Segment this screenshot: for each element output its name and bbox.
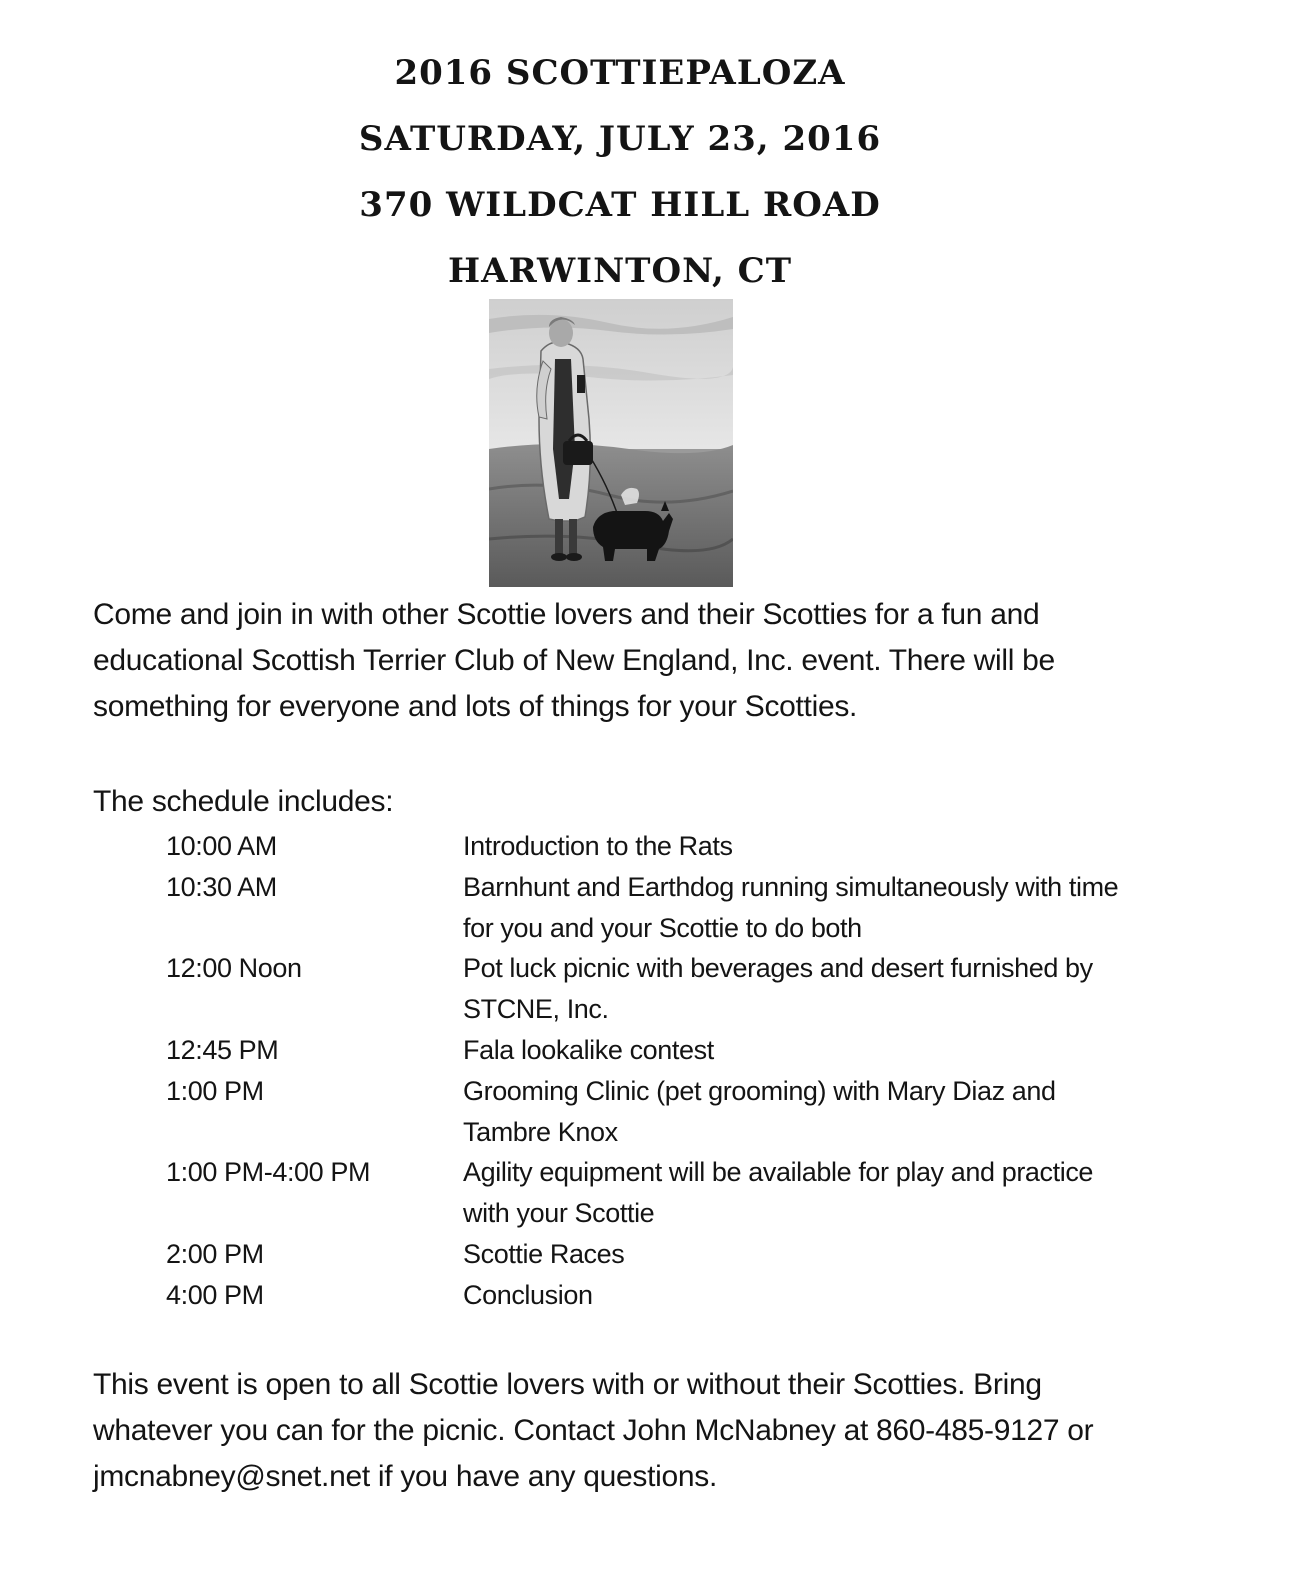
closing-paragraph: This event is open to all Scottie lovers with or without their Scotties. Bring whatever you can for the picnic. Contact John McNabney at 860-485-9127 or jmcnabney@snet.net if you have any questions. [93, 1368, 1094, 1493]
schedule-time: 10:00 AM [166, 831, 277, 861]
event-title: 2016 SCOTTIEPALOZA [394, 53, 846, 93]
intro-paragraph: Come and join in with other Scottie lovers and their Scotties for a fun and educational Scottish Terrier Club of New England, Inc. event. There will be something for everyone and lots of things for your Scotties. [93, 598, 1055, 723]
event-header [0, 40, 1240, 304]
schedule-description: Introduction to the Rats [463, 831, 733, 861]
schedule-item [166, 948, 1146, 1030]
schedule-item [166, 1071, 1146, 1153]
schedule-time: 1:00 PM-4:00 PM [166, 1157, 371, 1188]
schedule-description: Fala lookalike contest [463, 1034, 714, 1065]
schedule-time: 12:45 PM [166, 1034, 279, 1065]
schedule-time: 12:00 Noon [166, 953, 302, 984]
schedule-list [166, 826, 1146, 1316]
schedule-item [166, 1030, 1146, 1071]
schedule-time: 2:00 PM [166, 1238, 264, 1269]
schedule-time: 4:00 PM [166, 1279, 264, 1310]
photo-woman-with-scottie-dog-icon [489, 299, 733, 587]
schedule-item [166, 867, 1146, 949]
schedule-heading: The schedule includes: [93, 785, 394, 818]
event-photo [489, 299, 733, 587]
schedule-description: Conclusion [463, 1279, 593, 1310]
event-date: SATURDAY, JULY 23, 2016 [358, 119, 882, 159]
schedule-description: Barnhunt and Earthdog running simultaneously with time for you and your Scottie to do both [463, 871, 1119, 943]
schedule-time: 10:30 AM [166, 871, 277, 902]
event-address: 370 WILDCAT HILL ROAD [359, 185, 881, 225]
schedule-description: Agility equipment will be available for play and practice with your Scottie [463, 1157, 1094, 1229]
schedule-description: Pot luck picnic with beverages and desert furnished by STCNE, Inc. [463, 953, 1093, 1025]
schedule-item [166, 1152, 1146, 1234]
schedule-item [166, 1234, 1146, 1275]
schedule-time: 1:00 PM [166, 1075, 264, 1106]
schedule-description: Scottie Races [463, 1238, 625, 1269]
event-city: HARWINTON, CT [447, 251, 793, 291]
schedule-item [166, 1275, 1146, 1316]
schedule-item [166, 826, 1146, 867]
schedule-description: Grooming Clinic (pet grooming) with Mary Diaz and Tambre Knox [463, 1075, 1056, 1147]
